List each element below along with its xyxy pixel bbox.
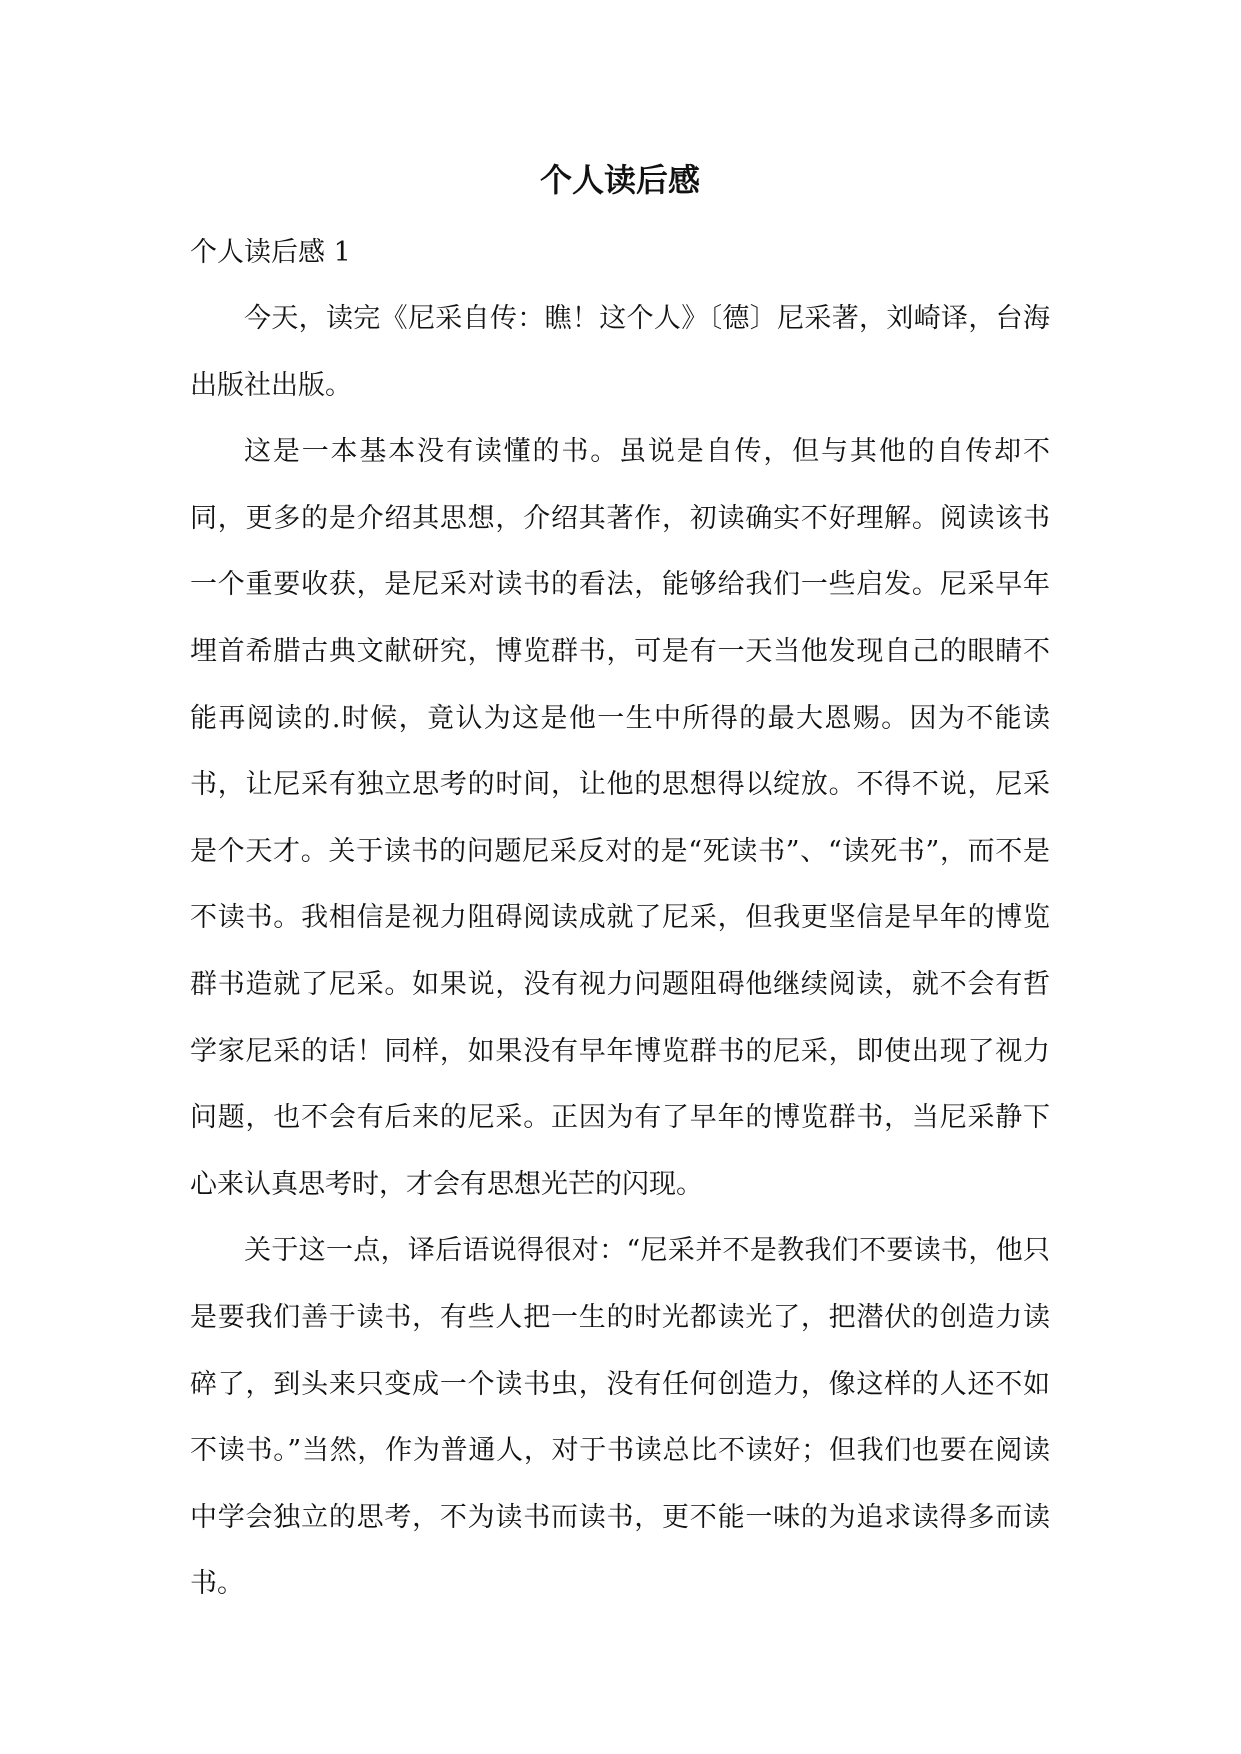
- paragraph-3: 关于这一点，译后语说得很对：“尼采并不是教我们不要读书，他只是要我们善于读书，有些人把一生的时光都读光了，把潜伏的创造力读碎了，到头来只变成一个读书虫，没有任何创造力，像这样的人还不如不读书。”当然，作为普通人，对于书读总比不读好；但我们也要在阅读中学会独立的思考，不为读书而读书，更不能一味的为追求读得多而读书。: [190, 1235, 1050, 1600]
- document-title: 个人读后感: [539, 161, 700, 199]
- document-page: [190, 150, 1050, 1618]
- paragraph-1: 今天，读完《尼采自传：瞧！这个人》〔德〕尼采著，刘崎译，台海出版社出版。: [190, 303, 1050, 401]
- section-heading: 个人读后感 1: [190, 237, 351, 268]
- paragraph-2: 这是一本基本没有读懂的书。虽说是自传，但与其他的自传却不同，更多的是介绍其思想，介绍其著作，初读确实不好理解。阅读该书一个重要收获，是尼采对读书的看法，能够给我们一些启发。尼采早年埋首希腊古典文献研究，博览群书，可是有一天当他发现自己的眼睛不能再阅读的.时候，竟认为这是他一生中所得的最大恩赐。因为不能读书，让尼采有独立思考的时间，让他的思想得以绽放。不得不说，尼采是个天才。关于读书的问题尼采反对的是“死读书”、“读死书”，而不是不读书。我相信是视力阻碍阅读成就了尼采，但我更坚信是早年的博览群书造就了尼采。如果说，没有视力问题阻碍他继续阅读，就不会有哲学家尼采的话！同样，如果没有早年博览群书的尼采，即使出现了视力问题，也不会有后来的尼采。正因为有了早年的博览群书，当尼采静下心来认真思考时，才会有思想光芒的闪现。: [190, 436, 1050, 1200]
